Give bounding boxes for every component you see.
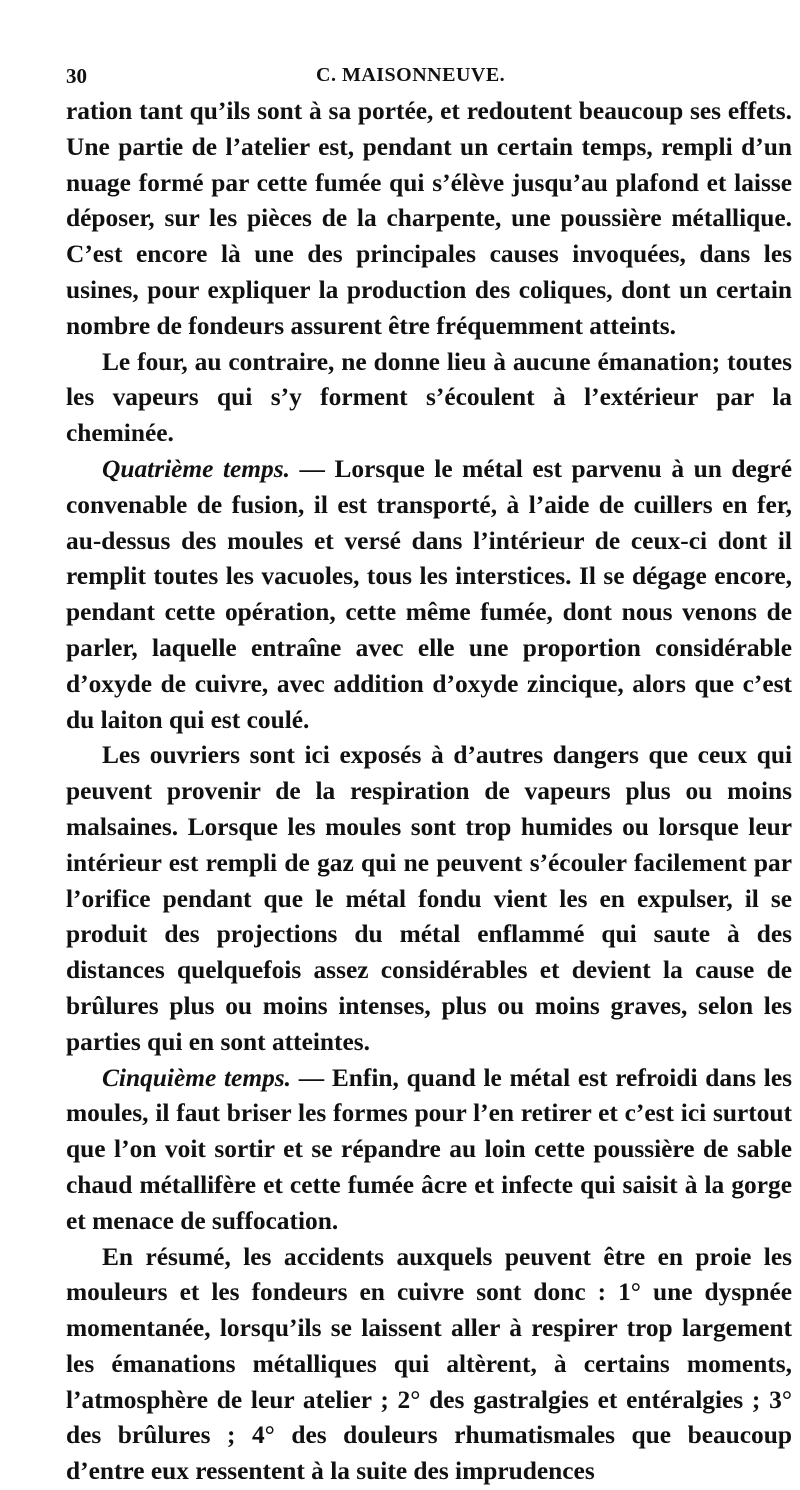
paragraph-text: En résumé, les accidents auxquels peuvent être en proie les mouleurs et les fondeurs en cuivre sont donc : 1° une dyspnée momentanée, lorsqu’ils se laissent aller à respirer trop largement les émanations métalliques qui altèrent, à certains moments, l’atmosphère de leur atelier ; 2° des gastralgies et entéralgies ; 3° des brûlures ; 4° des douleurs rhumatismales que beaucoup d’entre eux ressentent à la suite des imprudences: [66, 1243, 792, 1486]
paragraph: [66, 345, 792, 452]
paragraph-text: Les ouvriers sont ici exposés à d’autres dangers que ceux qui peuvent provenir de la respiration de vapeurs plus ou moins malsaines. Lorsque les moules sont trop humides ou lorsque leur intérieur est rempli de gaz qui ne peuvent s’écouler facilement par l’orifice pendant que le métal fondu vient les en expulser, il se produit des projections du métal enflammé qui saute à des distances quelquefois assez considérables et devient la cause de brûlures plus ou moins intenses, plus ou moins graves, selon les parties qui en sont atteintes.: [66, 741, 792, 1055]
paragraph: [66, 94, 792, 345]
paragraph: [66, 1240, 792, 1490]
paragraph-text: — Enfin, quand le métal est refroidi dans les moules, il faut briser les formes pour l’en retirer et c’est ici surtout que l’on voit sortir et se répandre au loin cette poussière de sable chaud métallifère et cette fumée âcre et infecte qui saisit à la gorge et menace de suffocation.: [66, 1064, 792, 1235]
page-number: 30: [66, 64, 87, 89]
section-label-fourth-step: Quatrième temps.: [102, 455, 290, 483]
running-title: C. MAISONNEUVE.: [316, 64, 505, 87]
paragraph: [66, 738, 792, 1060]
paragraph: [66, 452, 792, 738]
paragraph-text: ration tant qu’ils sont à sa portée, et redoutent beaucoup ses effets. Une partie de l’atelier est, pendant un certain temps, rempli d’un nuage formé par cette fumée qui s’élève jusqu’au plafond et laisse déposer, sur les pièces de la charpente, une poussière métallique. C’est encore là une des principales causes invoquées, dans les usines, pour expliquer la production des coliques, dont un certain nombre de fondeurs assurent être fréquemment atteints.: [66, 97, 792, 340]
running-head: [66, 58, 792, 94]
paragraph: [66, 1061, 792, 1240]
book-page: [66, 58, 792, 1490]
paragraph-text: Le four, au contraire, ne donne lieu à aucune émanation; toutes les vapeurs qui s’y forment s’écoulent à l’extérieur par la cheminée.: [66, 348, 792, 448]
body-text: [66, 94, 792, 1490]
paragraph-text: — Lorsque le métal est parvenu à un degré convenable de fusion, il est transporté, à l’aide de cuillers en fer, au-dessus des moules et versé dans l’intérieur de ceux-ci dont il remplit toutes les vacuoles, tous les interstices. Il se dégage encore, pendant cette opération, cette même fumée, dont nous venons de parler, laquelle entraîne avec elle une proportion considérable d’oxyde de cuivre, avec addition d’oxyde zincique, alors que c’est du laiton qui est coulé.: [66, 455, 792, 734]
section-label-fifth-step: Cinquième temps.: [102, 1064, 291, 1092]
